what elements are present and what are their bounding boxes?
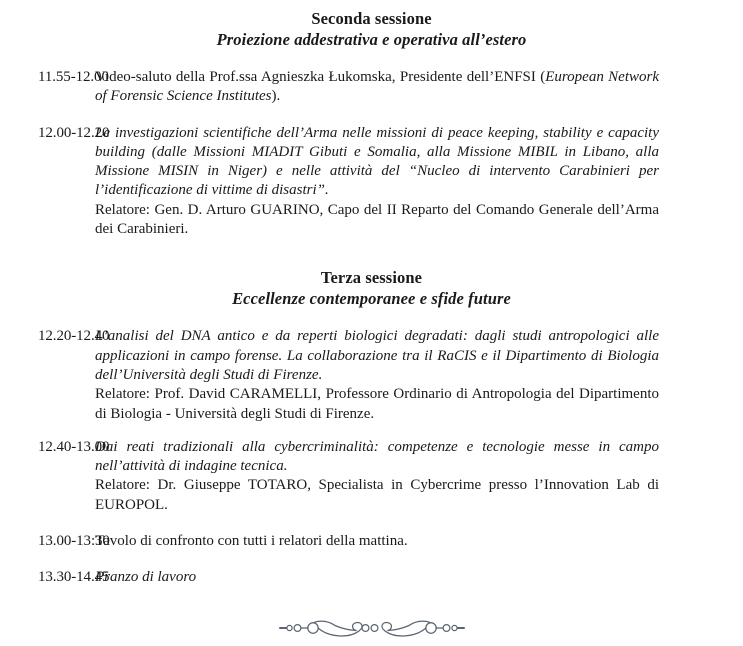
entry-text-italic: Pranzo di lavoro <box>95 569 197 586</box>
entry-body <box>95 68 659 107</box>
ornament-container <box>0 615 743 646</box>
entry-body <box>95 124 659 240</box>
session-heading-terza <box>0 267 743 309</box>
entry-time: 11.55-12.00 <box>38 69 109 85</box>
entry-title-italic: L’analisi del DNA antico e da reperti biologici degradati: dagli studi antropologici alle applicazioni in campo forense. La collaborazione tra il RaCIS e il Dipartimento di Biologia dell’Università degli Studi di Firenze. <box>95 328 659 383</box>
entry-body <box>95 327 659 423</box>
entry-text: Tavolo di confronto con tutti i relatori della mattina. <box>95 533 408 550</box>
entry-text-roman-tail: ). <box>271 88 281 105</box>
entry-text-italic: European Network of Forensic Science Institutes <box>95 69 659 105</box>
schedule-entry <box>0 124 743 240</box>
entry-title-italic: Dai reati tradizionali alla cybercriminalità: competenze e tecnologie messe in campo nell’attività di indagine tecnica. <box>95 438 659 475</box>
entry-time: 13.30-14.45 <box>38 569 110 586</box>
schedule-entry <box>0 68 743 107</box>
entry-time: 12.40-13.00 <box>38 438 110 455</box>
schedule-entry <box>0 438 743 515</box>
session-title: Seconda sessione <box>311 9 432 28</box>
schedule-entry <box>0 532 743 551</box>
entry-speaker-line: Relatore: Prof. David CARAMELLI, Professore Ordinario di Antropologia del Dipartimento di Biologia - Università degli Studi di Firenze. <box>95 386 659 422</box>
entry-speaker-line: Relatore: Gen. D. Arturo GUARINO, Capo del II Reparto del Comando Generale dell’Arma dei Carabinieri. <box>95 201 659 238</box>
entry-body <box>95 568 659 587</box>
entry-line <box>95 68 659 107</box>
entry-time: 13.00-13:30 <box>38 533 110 550</box>
entry-speaker-line: Relatore: Dr. Giuseppe TOTARO, Specialista in Cybercrime presso l’Innovation Lab di EUROPOL. <box>95 477 659 513</box>
schedule-entry <box>0 327 743 423</box>
entry-text-roman: Video-saluto della Prof.ssa Agnieszka Łukomska, Presidente dell’ENFSI ( <box>95 69 546 85</box>
session-heading-seconda <box>0 8 743 50</box>
entry-time: 12.00-12.20 <box>38 124 110 141</box>
entry-title-italic: Le investigazioni scientifiche dell’Arma nelle missioni di peace keeping, stability e capacity building (dalle Missioni MIADIT Gibuti e Somalia, alla Missione MIBIL in Libano, alla Missione MISIN in Niger) e nelle attività del “Nucleo di intervento Carabinieri per l’identificazione di vittime di disastri”. <box>95 124 659 199</box>
schedule-entry <box>0 568 743 587</box>
session-subtitle: Proiezione addestrativa e operativa all’estero <box>216 30 527 49</box>
entry-body <box>95 532 659 551</box>
entry-body <box>95 438 659 515</box>
session-subtitle: Eccellenze contemporanee e sfide future <box>232 289 511 309</box>
session-title: Terza sessione <box>320 268 423 288</box>
entry-time: 12.20-12.40 <box>38 328 110 345</box>
decorative-flourish-divider-icon <box>277 615 467 641</box>
